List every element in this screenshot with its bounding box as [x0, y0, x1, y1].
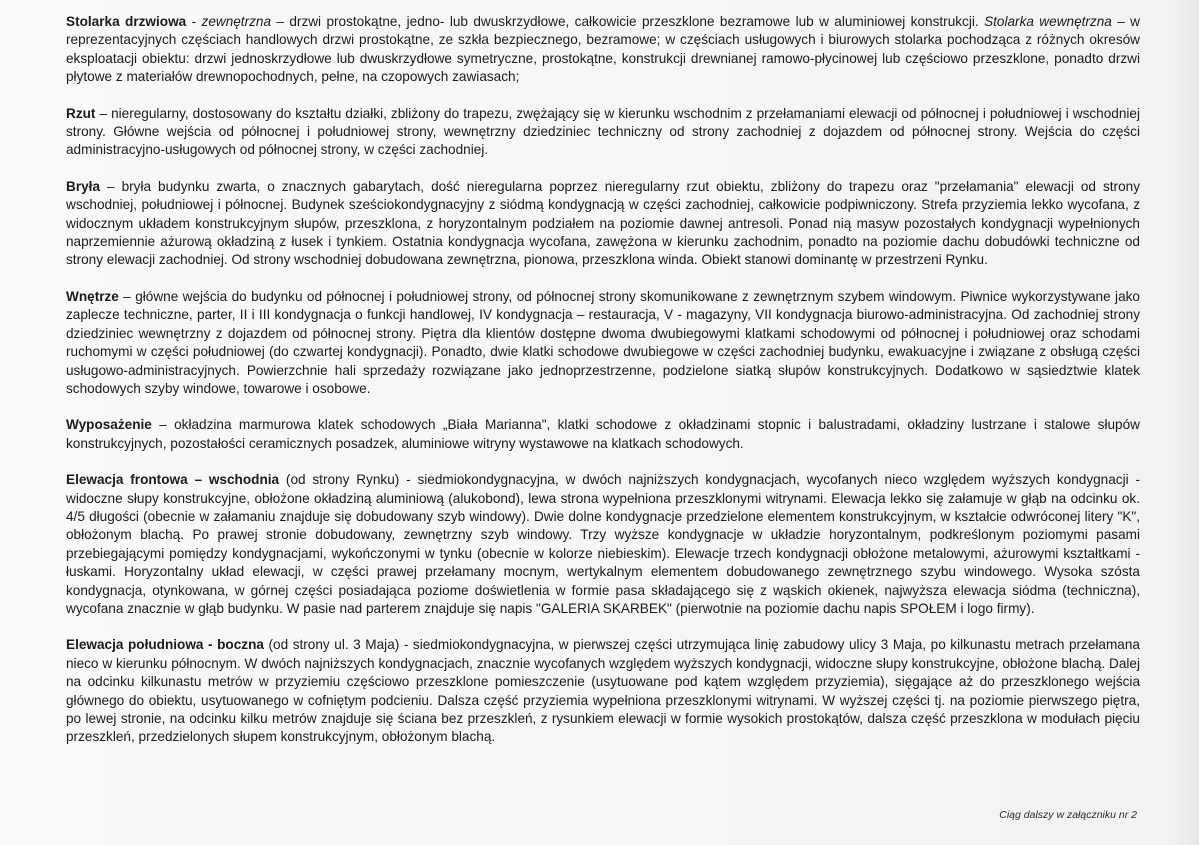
paragraph-text: – w reprezentacyjnych częściach handlowych drzwi prostokątne, ze szkła bezpiecznego, bezramowe; w częściach usługowych i biurowych stolarka pochodząca z różnych okresów eksploatacji obiektu: drzwi jednoskrzydłowe lub dwuskrzydłowe symetryczne, prostokątne, konstrukcji drewnianej ramowo-płycinowej lub częściowo przeszklone, ponadto drzwi płytowe z materiałów drewnopochodnych, pełne, na czopowych zawiasach; — [66, 14, 1140, 85]
heading-wyposazenie: Wyposażenie — [66, 417, 152, 433]
heading-bryla: Bryła — [66, 178, 101, 194]
page-edge-shadow — [1171, 0, 1199, 845]
paragraph-bryla — [66, 178, 1140, 270]
continuation-note: Ciąg dalszy w załączniku nr 2 — [999, 809, 1137, 821]
paragraph-text: – drzwi prostokątne, jedno- lub dwuskrzydłowe, całkowicie przeszklone bezramowe lub w aluminiowej konstrukcji. — [271, 14, 985, 29]
paragraph-elewacja-frontowa — [66, 471, 1140, 618]
subheading-wewnetrzna: Stolarka wewnętrzna — [984, 14, 1112, 29]
subheading-zewnetrzna: zewnętrzna — [201, 14, 272, 29]
heading-elewacja-frontowa: Elewacja frontowa – wschodnia — [66, 472, 280, 488]
paragraph-wnetrze — [66, 288, 1140, 398]
paragraph-stolarka — [66, 13, 1140, 87]
paragraph-text: (od strony ul. 3 Maja) - siedmiokondygnacyjna, w pierwszej części utrzymująca linię zabudowy ulicy 3 Maja, po kilkunastu metrach przełamana nieco w kierunku północnym. W dwóch najniższych kondygnacjach, znacznie wycofanych względem wyższych kondygnacji, widoczne słupy konstrukcyjne, obłożone blachą. Dalej na odcinku kilkunastu metrów w przyziemiu częściowo przeszklone pomieszczenie (usytuowane pod kątem względem przyziemia), sięgające aż do przeszklonego wejścia głównego do obiektu, usytuowanego w cofniętym podcieniu. Dalsza część przyziemia wypełniona przeszklonymi witrynami. W wyższej części tj. na poziomie pierwszego piętra, po lewej stronie, na odcinku kilku metrów znajduje się ściana bez przeszkleń, z rysunkiem elewacji w formie wysokich prostokątów, dalsza część przeszklona w modułach pięciu przeszkleń, przedzielonych słupem konstrukcyjnym, obłożonym blachą. — [66, 637, 1140, 745]
paragraph-wyposazenie — [66, 416, 1140, 453]
separator: - — [186, 14, 202, 29]
heading-wnetrze: Wnętrze — [66, 288, 119, 304]
paragraph-text: – główne wejścia do budynku od północnej i południowej strony, od północnej strony skomunikowane z zewnętrznym szybem windowym. Piwnice wykorzystywane jako zaplecze techniczne, parter, II i III kondygnacja o funkcji handlowej, IV kondygnacja – restauracja, V - magazyny, VII kondygnacja biurowo-administracyjna. Od zachodniej strony dziedziniec wewnętrzny z dojazdem od północnej strony. Piętra dla klientów dostępne dwoma dwubiegowymi klatkami schodowymi od północnej i południowej oraz schodami ruchomymi w części południowej (do czwartej kondygnacji). Ponadto, dwie klatki schodowe dwubiegowe w części zachodniej budynku, ewakuacyjne i związane z obsługą części usługowo-administracyjnych. Powierzchnie hali sprzedaży rozwiązane jako jednoprzestrzenne, podzielone siatką słupów konstrukcyjnych. Dodatkowo w sąsiedztwie klatek schodowych szyby windowe, towarowe i osobowe. — [66, 288, 1140, 396]
paragraph-rzut — [66, 105, 1140, 160]
heading-elewacja-poludniowa: Elewacja południowa - boczna — [66, 637, 264, 653]
heading-rzut: Rzut — [66, 105, 96, 121]
paragraph-text: – nieregularny, dostosowany do kształtu działki, zbliżony do trapezu, zwężający się w kierunku wschodnim z przełamaniami elewacji od północnej i południowej i wschodniej strony. Główne wejścia od północnej i południowej strony, wewnętrzny dziedziniec techniczny od strony zachodniej z dojazdem od północnej strony. Wejścia do części administracyjno-usługowych od północnej strony, w części zachodniej. — [66, 105, 1140, 158]
paragraph-text: – okładzina marmurowa klatek schodowych „Biała Marianna", klatki schodowe z okładzinami stopnic i balustradami, okładziny lustrzane i stalowe słupów konstrukcyjnych, pozostałości ceramicznych posadzek, aluminiowe witryny wystawowe na klatkach schodowych. — [66, 417, 1140, 451]
paragraph-text: – bryła budynku zwarta, o znacznych gabarytach, dość nieregularna poprzez nieregularny rzut obiektu, zbliżony do trapezu oraz "przełamania" elewacji od strony wschodniej, południowej i północnej. Budynek sześciokondygnacyjny z siódmą kondygnacją w części zachodniej, całkowicie podpiwniczony. Strefa przyziemia lekko wycofana, z widocznym układem konstrukcyjnym słupów, przeszklona, z horyzontalnym podziałem na poziomie dawnej antresoli. Ponad nią masyw pozostałych kondygnacji wypełnionych naprzemiennie ażurową okładziną z łusek i tynkiem. Ostatnia kondygnacja wycofana, zawężona w kierunku zachodnim, ponadto na poziomie dachu dobudówki techniczne od strony elewacji zachodniej. Od strony wschodniej dobudowana zewnętrzna, pionowa, przeszklona winda. Obiekt stanowi dominantę w przestrzeni Rynku. — [66, 178, 1140, 268]
document-body — [66, 13, 1140, 765]
paragraph-text: (od strony Rynku) - siedmiokondygnacyjna, w dwóch najniższych kondygnacjach, wycofanych nieco względem wyższych kondygnacji - widoczne słupy konstrukcyjne, obłożone okładziną aluminiową (alukobond), lewa strona wypełniona przeszklonymi witrynami. Elewacja lekko się załamuje w głąb na odcinku ok. 4/5 długości (obecnie w załamaniu znajduje się dobudowany szyb windowy). Dwie dolne kondygnacje przedzielone elementem konstrukcyjnym, w kształcie odwróconej litery "K", obłożonym blachą. Po prawej stronie dobudowany, zewnętrzny szyb windowy. Trzy wyższe kondygnacje w układzie horyzontalnym, podkreślonym poziomymi pasami przebiegającymi pomiędzy kondygnacjami, wykończonymi w tynku (obecnie w kolorze niebieskim). Elewacje trzech kondygnacji obłożone metalowymi, ażurowymi kształtkami - łuskami. Horyzontalny układ elewacji, w części prawej przełamany mocnym, wertykalnym elementem dobudowanego zewnętrznego szybu windowego. Wysoka szósta kondygnacja, otynkowana, w górnej części posiadająca poziome doświetlenia w formie pasa składającego się z wąskich okienek, najwyższa elewacja siódma (techniczna), wycofana znacznie w głąb budynku. W pasie nad parterem znajduje się napis "GALERIA SKARBEK" (pierwotnie na poziomie dachu napis SPOŁEM i logo firmy). — [66, 472, 1140, 616]
paragraph-elewacja-poludniowa — [66, 636, 1140, 746]
heading-stolarka: Stolarka drzwiowa — [66, 14, 187, 29]
